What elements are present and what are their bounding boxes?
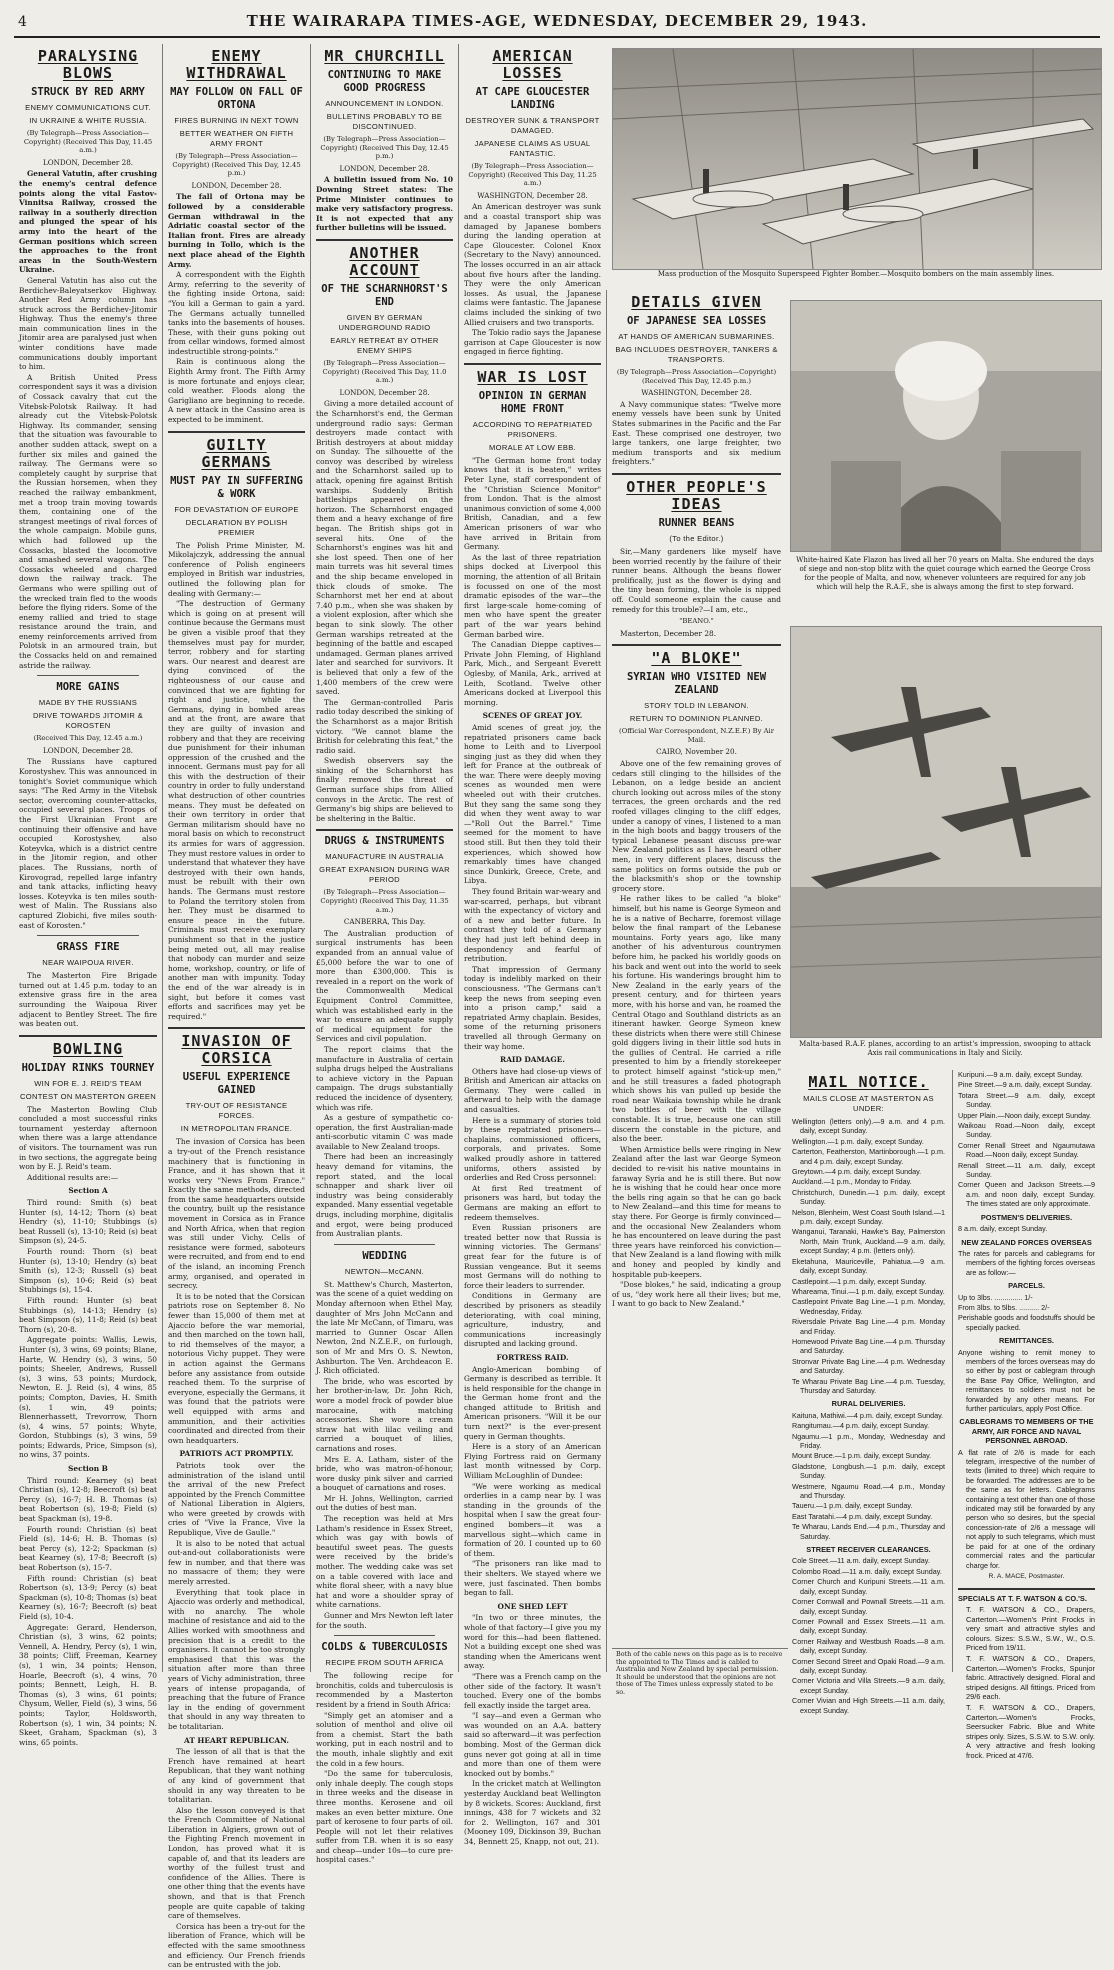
mail-item: Upper Plain.—Noon daily, except Sunday. [958, 1110, 1092, 1120]
subhead: BETTER WEATHER ON FIFTH ARMY FRONT [179, 129, 294, 148]
ads-heading: SPECIALS AT T. F. WATSON & CO.'S. [958, 1593, 1087, 1603]
paragraph: The following recipe for bronchitis, colds and tuberculosis is recommended by a Masterton resident by a friend in South Africa: [316, 1671, 453, 1709]
mail-item: Totara Street.—9 a.m. daily, except Sunday. [958, 1090, 1095, 1110]
mail-item: Eketahuna, Mauriceville, Pahiatua.—9 a.m. daily, except Sunday. [792, 1256, 945, 1276]
divider [19, 1035, 157, 1037]
subhead: OPINION IN GERMAN HOME FRONT [478, 389, 587, 415]
subhead: JAPANESE CLAIMS AS USUAL FANTASTIC. [474, 139, 591, 158]
subhead: IN UKRAINE & WHITE RUSSIA. [29, 116, 147, 125]
subhead: HOLIDAY RINKS TOURNEY [21, 1061, 155, 1074]
paragraph: "In two or three minutes, the whole of that factory—I give you my word for this—had been flattened. Not a building except one shed was standing when the Americans went away. [464, 1613, 601, 1671]
paragraph: A flat rate of 2/6 is made for each telegram, irrespective of the number of texts (limited to three) which require to be forwarded. The addresses are to be the same as for letters. Cablegrams containing a text other than one of those indicated may still be forwarded by any person who so desires, but the special concession-rate of 2/6 a message will not apply to such telegrams, which must be paid for at one of the ordinary commercial rates and the particular charge for. [958, 1447, 1095, 1570]
subhead: BAG INCLUDES DESTROYER, TANKERS & TRANSPORTS. [615, 345, 778, 364]
wire-credit: (By Telegraph—Press Association—Copyright) (Received This Day, 12.45 p.m.) [172, 152, 301, 178]
mail-item: Renall Street.—11 a.m. daily, except Sunday. [958, 1160, 1095, 1180]
subhead: DESTROYER SUNK & TRANSPORT DAMAGED. [465, 116, 600, 135]
mail-item: Nelson, Blenheim, West Coast South Island.—1 p.m. daily, except Sunday. [792, 1207, 945, 1227]
mail-item: Gladstone, Longbush.—1 p.m. daily, except Sunday. [792, 1461, 945, 1481]
headline-mail-notice: MAIL NOTICE. [808, 1073, 929, 1091]
parcel-rate: From 3lbs. to 5lbs. .......... 2/- [958, 1302, 1050, 1312]
section-heading: RAID DAMAGE. [500, 1055, 565, 1065]
paragraph: "Simply get an atomiser and a solution of menthol and olive oil from a chemist. Start the bath working, put in each nostril and to the mouth, inhale slightly and exit the cold in a few hours. [316, 1710, 453, 1768]
section-heading: SCENES OF GREAT JOY. [482, 711, 583, 721]
subhead: RUNNER BEANS [658, 516, 735, 529]
newspaper-title: THE WAIRARAPA TIMES-AGE, WEDNESDAY, DECEMBER 29, 1943. [246, 12, 868, 30]
section-heading: ONE SHED LEFT [497, 1601, 568, 1611]
paragraph: Everything that took place in Ajaccio was orderly and methodical, with no anarchy. The whole machine of resistance and aid to the Allies worked with smoothness and precision that is a credit to the organisers. It cannot be too strongly emphasised that this was the situation after more than three years of Vichy administration, three years of intense propaganda, of preaching that the future of France lay in the ending of government that should in any way threaten to be totalitarian. [168, 1587, 305, 1731]
paragraph: Gunner and Mrs Newton left later for the south. [316, 1611, 453, 1630]
paragraph: A Navy communique states: "Twelve more enemy vessels have been sunk by United States submarines in the Pacific and the Far East. These comprised one destroyer, two large tankers, one large freighter, two medium transports and six medium freighters." [612, 399, 781, 467]
letter-place-date: Masterton, December 28. [620, 628, 717, 638]
portrait-picture [791, 301, 1101, 551]
paragraph: It is to be noted that the Corsican patriots rose on September 8. No fewer than 15,000 of them met at Ajaccio before the war memorial, and then marched on the town hall, to rid themselves of the mayor, a notorious Vichy puppet. They were in action against the Germans before any assistance from outside reached them. To the surprise of everyone, especially the Germans, it was found that the patriots were well equipped with arms and ammunition, and their activities coordinated and directed from their own headquarters. [168, 1291, 305, 1445]
paragraph: Swedish observers say the sinking of the Scharnhorst has finally removed the threat of German surface ships from Allied convoys in the Arctic. The rest of Germany's big ships are believed to be sheltering in the Baltic. [316, 756, 453, 823]
headline-american-losses: AMERICAN LOSSES [492, 47, 573, 82]
mail-item: Waikoau Road.—Noon daily, except Sunday. [958, 1121, 1095, 1140]
mail-item: Corner Victoria and Villa Streets.—9 a.m. daily, except Sunday. [792, 1676, 945, 1695]
mail-item: Corner Church and Kuripuni Streets.—11 a.m. daily, except Sunday. [792, 1577, 945, 1596]
divider [316, 239, 453, 241]
dateline: LONDON, December 28. [339, 163, 430, 173]
subhead: STRUCK BY RED ARMY [31, 86, 145, 98]
paragraph: Amid scenes of great joy, the repatriated prisoners came back home to Leith and to Liverpool singing just as they did when they left for France at the outbreak of the war. There were deeply moving scenes as wounded men were wheeled out with their crutches. But they sang the same song they did when they went away to war—"Roll Out the Barrel." Time seemed for the moment to have stood still. But then they told their experiences, which showed how remarkably times have changed since Dunkirk, Greece, Crete, and Libya. [464, 722, 601, 886]
divider [168, 431, 305, 433]
divider [958, 1588, 1095, 1590]
mail-item: Riversdale Private Bag Line.—4 p.m. Monday and Friday. [792, 1317, 945, 1336]
divider [316, 829, 453, 831]
subhead: CONTINUING TO MAKE GOOD PROGRESS [327, 69, 442, 94]
paragraph: Conditions in Germany are described by prisoners as steadily deteriorating, with coal mining, agriculture, industry, and communications increasingly disrupted and lacking ground. [464, 1291, 601, 1349]
subhead: MAILS CLOSE AT MASTERTON AS UNDER: [803, 1094, 934, 1113]
paragraph: Above one of the few remaining groves of cedars still clinging to the hillsides of the Lebanon, on a ledge beside an ancient church looking out across miles of the stony terraces, the green orchards and the red roofed villages clinging to the cliff edges, under a canopy of vines, I listened to a man in the high boots and baggy trousers of the typical Lebanese peasant discuss pre-war New Zealand politics as I have heard other men, in very different places, discuss the same politics on forms outside the pub or the blacksmith's shop or the township grocery store. [612, 759, 781, 893]
paragraph: It is also to be noted that actual out-and-out collaborationists were few in number, and that there was no massacre of them; they were merely arrested. [168, 1538, 305, 1587]
headline-a-bloke: "A BLOKE" [651, 649, 742, 668]
mail-item: Cole Street.—11 a.m. daily, except Sunday. [792, 1556, 930, 1566]
paragraph: As the last of three repatriation ships docked at Liverpool this morning, the attention of all Britain is focussed on one of the most dramatic episodes of the war—the first large-scale home-coming of men who have spent the greater part of the war years behind German barbed wire. [464, 552, 601, 639]
mosquito-bomber-photo [612, 48, 1102, 270]
subhead: GIVEN BY GERMAN UNDERGROUND RADIO [338, 312, 431, 332]
subhead: EARLY RETREAT BY OTHER ENEMY SHIPS [330, 335, 439, 355]
headline-guilty-germans: GUILTY GERMANS [201, 435, 272, 471]
mail-notice-left [790, 1070, 950, 1715]
paragraph: There had been an increasingly heavy demand for vitamins, the report stated, and the local schnapper and shark liver oil industry was being considerably expanded. Many essential vegetable drugs, including morphine, digitalis and ergot, were being produced from Australian plants. [316, 1152, 453, 1239]
headline-invasion-of-corsica: INVASION OF CORSICA [181, 1032, 292, 1068]
paragraph: Aggregate: Gerard, Henderson, Christian (s), 3 wins, 62 points; Vennell, A. Hendry, Percy (s), 1 win, 38 points; Cliff, Freeman, Kearney (s), 1 win, 34 points; Henson, Hoarle, Beecroft (s), 4 wins, 70 points; Bennett, Leigh, H. B. Thomas (s), 3 wins, 61 points; Chysum, Weller, Field (s), 3 wins, 56 points; Taylor, Holdsworth, Robertson (s), 1 win, 34 points; N. Skeet, Graham, Spackman (s), 3 wins, 65 points. [19, 1622, 157, 1747]
subhead: NEAR WAIPOUA RIVER. [42, 958, 134, 968]
letter-signoff: "BEANO." [679, 617, 714, 626]
paragraph: "Dose blokes," he said, indicating a group of us, "dey work here all their lives; but me, I want to go back to New Zealand." [612, 1280, 781, 1309]
paragraph: Fourth round: Thorn (s) beat Hunter (s), 13-10; Hendry (s) beat Smith (s), 12-3; Russell (s) beat Simpson (s), 10-6; Reid (s) beat Stubbings (s), 15-4. [19, 1247, 157, 1295]
wire-credit: (Official War Correspondent, N.Z.E.F.) By Air Mail. [619, 727, 774, 744]
subhead: FOR DEVASTATION OF EUROPE [174, 504, 299, 514]
mail-item: Wellington.—1 p.m. daily, except Sunday. [792, 1136, 924, 1146]
section-heading: Section B [68, 1464, 108, 1474]
paragraph: A bulletin issued from No. 10 Downing Street states: The Prime Minister continues to make very satisfactory progress. It is not expected that any further bulletins will be issued. [316, 175, 453, 233]
headline-another-account: ANOTHER ACCOUNT [349, 243, 420, 279]
column-5 [606, 290, 786, 1672]
mail-item: Te Wharau, Lands End.—4 p.m., Thursday and Saturday. [792, 1522, 945, 1541]
paragraph: That impression of Germany today is indelibly marked on their consciousness. "The Germans can't keep the news from seeping even into a prison camp," said a repatriated Army chaplain. Besides, some of the returning prisoners travelled all through Germany on their way home. [464, 964, 601, 1051]
subhead: USEFUL EXPERIENCE GAINED [182, 1071, 291, 1097]
mail-item: Corner Renall Street and Ngaumutawa Road.—Noon daily, except Sunday. [958, 1140, 1095, 1160]
mail-item: Corner Cornwall and Pownall Streets.—11 a.m. daily, except Sunday. [792, 1597, 945, 1616]
paragraph: The report claims that the manufacture in Australia of certain sulpha drugs helped the Australians to achieve victory in the Papuan campaign. The drugs substantially reduced the incidence of dysentery, which was rife. [316, 1044, 453, 1112]
wire-credit: (By Telegraph—Press Association—Copyright) (Received This Day, 11.0 a.m.) [322, 358, 447, 385]
paragraph: The Tokio radio says the Japanese garrison at Cape Gloucester is now engaged in fierce fighting. [464, 328, 601, 357]
subhead: AT CAPE GLOUCESTER LANDING [475, 86, 590, 111]
paragraph: "The destruction of Germany which is going on at present will continue because the Germans must be given a visible proof that they themselves must pay for murder, terror, robbery and for starting wars. Our nearest and dearest are dying convinced of the righteousness of our cause and convinced that we are fighting for right and justice, while the Germans, dying in bombed areas and at the front, are aware that they are guilty of invasion and robbery and that they are receiving due punishment for their inhuman oppression of the crushed and the innocent. Germans must pay for all this with the destruction of their country in order to fully understand what destruction of other countries means. They must be defeated on their own territory in order that German militarism should have no moral basis on which to reconstruct its armies for wars of aggression. They must restore values in order to understand that whatever they have destroyed with their own hands, must be rebuilt with their own hands. The Germans must restore to Poland the territory stolen from her. They must be disarmed to ensure peace in the future. Criminals must receive exemplary punishment so that in the justice being meted out, all may realise that nobody can murder and seize home, workshop, country, or life of another man with impunity. Today the end of the war already is in sight, but before it comes vast efforts and sacrifices may yet be required." [168, 599, 305, 1021]
mail-item: Pine Street.—9 a.m. daily, except Sunday. [958, 1080, 1092, 1090]
mail-item: Wanganui, Taranaki, Hawke's Bay, Palmerston North, Main Trunk, Auckland.—9 a.m. daily, except Sunday; 4 p.m. (letters only). [792, 1227, 945, 1256]
mail-item: East Taratahi.—4 p.m. daily, except Sunday. [792, 1511, 933, 1521]
mail-item: Christchurch, Dunedin.—1 p.m. daily, except Sunday. [792, 1187, 945, 1207]
headline-paralysing-blows: PARALYSING BLOWS [37, 47, 139, 82]
paragraph: The Canadian Dieppe captives—Private John Fleming, of Highland Park, Mich., and Sergeant Everett Oglesby, of Manila, Ark., arrived at Leith, Scotland. Twelve other Americans docked at Liverpool this morning. [464, 640, 601, 707]
mail-item: Homewood Private Bag Line.—4 p.m. Thursday and Saturday. [792, 1336, 945, 1356]
paragraph: Here is a summary of stories told by these repatriated prisoners—chaplains, commissioned officers, corporals, and privates. Some walked proudly ashore in tattered uniforms, others assisted by orderlies and Red Cross personnel: [464, 1115, 601, 1183]
mail-item: Corner Pownall and Essex Streets.—11 a.m. daily, except Sunday. [792, 1616, 945, 1636]
mail-item: Te Wharau Private Bag Line.—4 p.m. Tuesday, Thursday and Saturday. [792, 1376, 945, 1395]
subhead: OF THE SCHARNHORST'S END [321, 282, 448, 308]
advertisement: T. F. WATSON & CO., Drapers, Carterton.—Women's Frocks, Seersucker Fabric. Blue and White stripes only. Sizes, S.S.W. to S.W. only. A very attractive and fresh looking frock. Priced at 47/6. [966, 1703, 1095, 1760]
paragraph: He rather likes to be called "a bloke" himself, but his name is George Symeon and he is a native of Becharre, foremost village below the final rampart of the Lebanese mountains. Forty years ago, like many another of his adventurous countrymen before him, he packed his worldly goods on his back and went out into the world to seek his fortune. His wanderings brought him to New Zealand in the early years of the present century, and for thirteen years more, with his horse and van, he roamed the Central Otago and Southland districts as an itinerant hawker. George Symeon knew these districts when there were still Chinese gold diggers living in their little sod huts in the gullies of Central. He carried a rifle presented to him by a friendly storekeeper to protect himself against "stick-up men," and he still treasures a faded photograph which shows his van pulled up beside the road near Waikaia township while he drank two bottles of beer with the village constable. It is true, because one can still discern the constable in the picture, and also the beer. [612, 894, 781, 1144]
raf-planes-photo [790, 626, 1102, 1038]
paragraph: Patriots took over the administration of the island until the arrival of the new Prefect appointed by the French Committee of National Liberation in Algiers, who were greeted by crowds with cries of "Vive la France, Vive la Republique, Vive de Gaulle." [168, 1460, 305, 1538]
divider [334, 1635, 435, 1636]
headline-drugs-instruments: DRUGS & INSTRUMENTS [324, 835, 445, 848]
subhead: ANNOUNCEMENT IN LONDON. [325, 99, 444, 108]
section-heading: POSTMEN'S DELIVERIES. [980, 1212, 1073, 1222]
mail-item: Corner Railway and Westbush Roads.—8 a.m. daily, except Sunday. [792, 1636, 945, 1656]
section-heading: AT HEART REPUBLICAN. [184, 1735, 289, 1745]
paragraph: The lesson of all that is that the French have remained at heart Republican, that they want nothing of any kind of government that should in any way threaten to be totalitarian. [168, 1747, 305, 1805]
mail-item: Westmere, Ngaumu Road.—4 p.m., Monday and Thursday. [792, 1481, 945, 1501]
paragraph: General Vatutin has also cut the Berdichev-Baleyatserkov Highway. Another Red Army column has struck across the Berdichev-Jitomir Highway. Thus the enemy's three main communication lines in the Jitomir area are paralysed just when winter conditions have made communications doubly important to him. [19, 275, 157, 372]
mail-item: Castlepoint Private Bag Line.—1 p.m. Monday, Wednesday, Friday. [792, 1297, 945, 1316]
wire-credit: (By Telegraph—Press Association—Copyright) (Received This Day, 11.45 a.m.) [23, 129, 153, 155]
paragraph: When Armistice bells were ringing in New Zealand after the last war George Symeon decided to re-visit his native mountains in faraway Syria and he is still there. But now he is wishing that he could hear once more the bells ring again so that he can go back to New Zealand—and this time for means to stay there. For George is firmly convinced—and the occasional New Zealanders whom he has encountered on leave during the past three years have reinforced his conviction—that New Zealand is a land flowing with milk and honey and peopled by kindly and hospitable pub-keepers. [612, 1144, 781, 1279]
paragraph: The Polish Prime Minister, M. Mikolajczyk, addressing the annual conference of Polish engineers employed in British war industries, outlined the following plan for dealing with Germany:— [168, 540, 305, 598]
subhead: ENEMY COMMUNICATIONS CUT. [25, 103, 151, 112]
paragraph: Mrs E. A. Latham, sister of the bride, who was matron-of-honour, wore dusky pink silver and carried a bouquet of carnations and roses. [316, 1454, 453, 1493]
paragraph: The German-controlled Paris radio today described the sinking of the Scharnhorst as a major British victory. "We cannot blame the British for celebrating this feat," the radio said. [316, 697, 453, 755]
headline-details-given: DETAILS GIVEN [631, 293, 762, 311]
subhead: OF JAPANESE SEA LOSSES [626, 315, 767, 327]
mail-item: Wellington (letters only).—9 a.m. and 4 p.m. daily, except Sunday. [792, 1117, 945, 1136]
subhead: MUST PAY IN SUFFERING & WORK [170, 474, 303, 500]
mail-item: Corner Second Street and Opaki Road.—9 a.m. daily, except Sunday. [792, 1656, 945, 1675]
subhead: MADE BY THE RUSSIANS [38, 698, 138, 708]
page-number: 4 [18, 14, 27, 30]
mail-item: Auckland.—1 p.m., Monday to Friday. [792, 1177, 912, 1187]
paragraph: Anglo-American bombing of Germany is described as terrible. It is held responsible for the change in the German home front and the changed attitude to British and American prisoners. "Will it be our turn next?" is the ever-present query in German thoughts. [464, 1364, 601, 1441]
subhead: DRIVE TOWARDS JITOMIR & KOROSTEN [33, 711, 143, 731]
section-heading: REMITTANCES. [999, 1336, 1054, 1346]
aircraft-picture [791, 627, 1101, 1037]
mail-item: Kaituna, Mathiwi.—4 p.m. daily, except Sunday. [792, 1410, 944, 1420]
section-heading: Section A [68, 1186, 108, 1196]
divider [612, 644, 781, 646]
paragraph: The reception was held at Mrs Latham's residence in Essex Street, which was gay with bowls of beautiful sweet peas. The guests were received by the bride's mother. The wedding cake was set on a table covered with lace and white floral sheer, with a navy blue hat and wore a shoulder spray of white carnations. [316, 1514, 453, 1610]
paragraph: At first Red treatment of prisoners was hard, but today the Germans are making an effort to redeem themselves. [464, 1183, 601, 1222]
mail-item: Whareama, Tinui.—1 p.m. daily, except Sunday. [792, 1286, 945, 1296]
paragraph: "There was a French camp on the other side of the factory. It wasn't touched. Every one of the bombs fell exactly inside the target area. [464, 1671, 601, 1710]
wire-credit: (By Telegraph—Press Association—Copyright) (Received This Day, 11.35 a.m.) [320, 888, 449, 914]
paragraph: "The prisoners ran like mad to their shelters. We stayed where we were, just fascinated. Then bombs began to fall. [464, 1559, 601, 1598]
paragraph: Third round: Kearney (s) beat Christian (s), 12-8; Beecroft (s) beat Percy (s), 16-7; H. B. Thomas (s) beat Robertson (s), 19-8; Field (s) beat Spackman (s), 19-8. [19, 1475, 157, 1524]
paragraph: Fourth round: Christian (s) beat Field (s), 14-6; H. B. Thomas (s) beat Percy (s), 12-2; Spackman (s) beat Kearney (s), 17-8; Beecroft (s) beat Robertson (s), 15-7. [19, 1524, 157, 1572]
paragraph: The Masterton Fire Brigade turned out at 1.45 p.m. today to an extensive grass fire in the area surrounding the Waipoua River adjacent to Bentley Street. The fire was beaten out. [19, 971, 157, 1029]
mail-item: Castlepoint.—1 p.m. daily, except Sunday. [792, 1276, 927, 1286]
paragraph: A correspondent with the Eighth Army, referring to the severity of the fighting inside Ortona, said: "You kill a German to gain a yard. The Germans actually tunnelled tanks into the basements of houses. These, with their guns poking out from cellar windows, formed almost indestructible strong-points." [168, 270, 305, 356]
subhead: RECIPE FROM SOUTH AFRICA [325, 1658, 444, 1668]
parcel-rate: Up to 3lbs. .............. 1/- [958, 1292, 1033, 1302]
subhead: FIRES BURNING IN NEXT TOWN [174, 116, 299, 125]
wire-credit: (By Telegraph—Press Association—Copyright) (Received This Day, 12.45 p.m.) [320, 135, 449, 161]
headline-mr-churchill: MR CHURCHILL [324, 47, 445, 65]
subhead: TRY-OUT OF RESISTANCE FORCES. [185, 1101, 288, 1121]
mail-item: Ngaumu.—1 p.m., Monday, Wednesday and Friday. [792, 1431, 945, 1450]
paragraph: Anyone wishing to remit money to members of the forces overseas may do so either by post or cablegram through the Base Pay Office, Wellington, and remittances to soldiers must not be forwarded by any other means. For further particulars, apply Post Office. [958, 1347, 1095, 1413]
paragraph: General Vatutin, after crushing the enemy's central defence points along the vital Fastov-Vinnitsa Railway, crossed the railway in a southerly direction and plunged the spear of his army into the heart of the German positions which screen the approaches to the front areas in the South-Western Ukraine. [19, 169, 157, 275]
kate-flazon-photo [790, 300, 1102, 552]
paragraph: The invasion of Corsica has been a try-out of the French resistance machinery that is functioning in France, and it has shown that it works very "News From France." Exactly the same methods, directed from the same headquarters outside the country, built up the resistance movement in Corsica as in France and North Africa, when that region was still under Vichy. Cells of resistance were formed, saboteurs were recruited, and from end to end of the island, an incoming French army, organised, and operated in secrecy. [168, 1137, 305, 1291]
dateline: CANBERRA, This Day. [343, 917, 426, 927]
column-1 [14, 44, 162, 1747]
advertisement: T. F. WATSON & CO., Drapers, Carterton.—Women's Frocks, Spunjor fabric. Attractively designed. Floral and striped designs. All fittings. Priced from 29/6 each. [966, 1654, 1095, 1702]
dateline: LONDON, December 28. [42, 157, 134, 167]
paragraph: As a gesture of sympathetic co-operation, the first Australian-made anti-scorbutic vitamin C was made available to New Zealand troops. [316, 1113, 453, 1151]
paragraph: "We were working as medical orderlies in a camp near by. I was standing in the grounds of the hospital when I saw the great four-engined bombers—it was a marvellous sight—which came in formation of 20. I counted up to 60 of them. [464, 1481, 601, 1558]
paragraph: Aggregate points: Wallis, Lewis, Hunter (s), 3 wins, 69 points; Blane, Harte, W. Hendry (s), 3 wins, 50 points; Sheeler, Andrews, Russell (s), 3 wins, 53 points; Murdock, Newton, E. J. Reid (s), 4 wins, 85 points; Compton, Davies, H. Smith (s), 1 win, 49 points; Blennerhassett, Trevorrow, Thorn (s), 4 wins, 57 points; Whyte, Gordon, Stubbings (s), 3 wins, 59 points; Edwards, Price, Simpson (s), no wins, 37 points. [19, 1335, 157, 1460]
subhead: MORALE AT LOW EBB. [489, 442, 576, 452]
advertisement: T. F. WATSON & CO., Drapers, Carterton.—Women's Print Frocks in very smart and attractive styles and colours. Sizes: S.S.W., S.W., W., O.S. Priced from 19/11. [966, 1605, 1095, 1653]
postmaster-signoff: R. A. MACE, Postmaster. [988, 1572, 1065, 1580]
dateline: LONDON, December 28. [339, 387, 430, 397]
dateline: LONDON, December 28. [191, 180, 282, 190]
paragraph: Rain is continuous along the Eighth Army front. The Fifth Army is more fortunate and enjoys clear, cold weather. Floods along the Garigliano are beginning to recede. A new attack in the Cassino area is expected to be imminent. [168, 357, 305, 425]
subhead: MAY FOLLOW ON FALL OF ORTONA [170, 86, 303, 111]
paragraph: Giving a more detailed account of the Scharnhorst's end, the German underground radio says: German destroyers made contact with British destroyers at about midday on Sunday. The silhouette of the convoy was described by wireless and the Scharnhorst sailed up to attack, opening fire against British warships. Suddenly British battleships appeared on the horizon. The Scharnhorst engaged them and a heavy exchange of fire began. The British ships got in several hits. One of the Scharnhorst's engines was hit and she lost speed. Then one of her main turrets was hit several times and the ship became enveloped in thick clouds of smoke. The Scharnhorst met her end at about 7.40 p.m., when she was shaken by a violent explosion, after which she began to sink slowly. The other German warships retreated at the beginning of the battle and escaped undamaged. German planes arrived later and searched for survivors. It is believed that only a few of the 1,400 members of the crew were saved. [316, 399, 453, 697]
subhead: RETURN TO DOMINION PLANNED. [629, 714, 764, 724]
divider [37, 935, 139, 936]
column-2 [162, 44, 310, 1970]
paragraph: Even Russian prisoners are treated better now that Russia is winning victories. The Germans' great fear for the future is of Russian vengeance. But it seems most Germans will do nothing to force their leaders to surrender. [464, 1223, 601, 1290]
dateline: WASHINGTON, December 28. [641, 388, 752, 398]
subhead: IN METROPOLITAN FRANCE. [180, 1124, 293, 1134]
mail-item: Rangitumau.—4 p.m. daily, except Sunday. [792, 1421, 930, 1431]
paragraph: "The German home front today knows that it is beaten," writes Peter Lyne, staff correspondent of the "Christian Science Monitor" from London. That is the almost unanimous conviction of some 4,000 British, Canadian, and a few American prisoners of war who have arrived in Britain from Germany. [464, 455, 601, 552]
mail-item: Stronvar Private Bag Line.—4 p.m. Wednesday and Saturday. [792, 1356, 945, 1376]
subhead: DECLARATION BY POLISH PREMIER [185, 517, 288, 537]
mail-item: Corner Vivian and High Streets.—11 a.m. daily, except Sunday. [792, 1696, 945, 1715]
mail-notice-right [952, 1070, 1100, 1760]
mail-item: Taueru.—1 p.m. daily, except Sunday. [792, 1501, 913, 1511]
paragraph: Corsica has been a try-out for the liberation of France, which will be effected with the same smoothness and efficiency. Our French friends can be entrusted with the job. [168, 1921, 305, 1970]
mail-item: Corner Queen and Jackson Streets.—9 a.m. and noon daily, except Sunday. The times stated are only approximate. [958, 1180, 1095, 1209]
section-heading: FORTRESS RAID. [496, 1352, 569, 1362]
paragraph: 8 a.m. daily, except Sunday. [958, 1224, 1048, 1234]
subhead: (To the Editor.) [669, 533, 724, 543]
dateline: WASHINGTON, December 28. [477, 190, 588, 200]
paragraph: Here is a story of an American Flying Fortress raid on Germany last month witnessed by Corp. William McLoughlin of Dundee: [464, 1442, 601, 1481]
subhead: ACCORDING TO REPATRIATED PRISONERS. [472, 419, 593, 439]
section-heading: NEW ZEALAND FORCES OVERSEAS [961, 1237, 1092, 1247]
paragraph: Third round: Smith (s) beat Hunter (s), 14-12; Thorn (s) beat Hendry (s), 11-10; Stubbings (s) beat Russell (s), 13-10; Reid (s) beat Simpson (s), 24-5. [19, 1198, 157, 1246]
paragraph: The rates for parcels and cablegrams for members of the fighting forces overseas are as follow:— [958, 1248, 1095, 1277]
headline-grass-fire: GRASS FIRE [56, 941, 120, 954]
headline-wedding: WEDDING [362, 1249, 407, 1262]
wire-credit: (Received This Day, 12.45 a.m.) [33, 734, 143, 743]
divider [612, 473, 781, 475]
paragraph: Also the lesson conveyed is that the French Committee of National Liberation in Algiers, grown out of the Fighting French movement in London, has proved what it is capable of, and that its leaders are worthy of the fullest trust and confidence of the Allies. There is one other thing that the events have shown, and that is that French people are quite capable of taking care of themselves. [168, 1805, 305, 1921]
subhead: SYRIAN WHO VISITED NEW ZEALAND [626, 671, 767, 697]
mail-item: Carterton, Featherston, Martinborough.—1 p.m. and 4 p.m. daily, except Sunday. [792, 1147, 945, 1166]
paragraph: The Australian production of surgical instruments has been expanded from an annual value of £5,000 before the war to one of more than £300,000. This is revealed in a report on the work of the Commonwealth Medical Equipment Control Committee, which was established early in the war to ensure an adequate supply of medical equipment for the Services and civil population. [316, 928, 453, 1044]
photo-caption: Mass production of the Mosquito Superspeed Fighter Bomber.—Mosquito bombers on the main assembly lines. [657, 270, 1055, 278]
column-4 [458, 44, 606, 1846]
dateline: LONDON, December 28. [42, 745, 134, 755]
divider [464, 363, 601, 365]
paragraph: The Russians have captured Korostyshev. This was announced in tonight's Soviet communique which says: "The Red Army in the Vitebsk sector, overcoming counter-attacks, occupied several places. Troops of the First Ukrainian Front are continuing their offensive and have occupied Korostyshev, also Koteyvka, which is a district centre in the Jitomir region, and other places. The Russians, north of Kirovograd, repelled large infantry and tank attacks, inflicting heavy losses. Koteyvka is ten miles south-west of Malin. The Russians also captured Zlobichi, five miles south-east of Korosten." [19, 757, 157, 930]
headline-war-is-lost: WAR IS LOST [477, 367, 588, 386]
paragraph: The fall of Ortona may be followed by a considerable German withdrawal in the Adriatic coastal sector of the Italian front. Fires are already burning in Tollo, which is the next place ahead of the Eighth Army. [168, 192, 305, 269]
paragraph: A British United Press correspondent says it was a division of Cossack cavalry that cut the Vitebsk-Polotsk Railway. It had already cut the Vitebsk-Polotsk Highway. Its commander, sensing that the situation was favourable to another sudden attack, swept on a further six miles and gained the railway. The Germans were so completely caught by surprise that the Russian horsemen, when they reached the railway embankment, met a troop train moving towards them, containing one of the strangest meetings of rival forces of the whole campaign. Mobile guns, which had followed up the Cossacks, blasted the locomotive and smashed several wagons. The Cossacks wheeled and charged down the railway track. The Germans who were spilling out of the wrecked train fled to the woods before the flying riders. Some of the enemy rallied and tried to stage resistance around the train, and enemy reinforcements arrived from Polotsk in an armoured train, but the Cossacks held on and remained astride the railway. [19, 372, 157, 670]
wire-credit: (By Telegraph—Press Association—Copyright) (Received This Day, 12.45 p.m.) [616, 368, 777, 385]
dateline: CAIRO, November 20. [656, 747, 737, 757]
paragraph: An American destroyer was sunk and a coastal transport ship was damaged by Japanese bombers during the landing operation at Cape Gloucester. Colonel Knox (Secretary to the Navy) announced. The losses occurred in an air attack about five hours after the landing. They were the only American losses. As usual, the Japanese claims were fantastic. The Japanese claims included the sinking of two Allied cruisers and two transports. [464, 202, 601, 327]
subhead: MANUFACTURE IN AUSTRALIA [325, 852, 444, 862]
section-heading: PATRIOTS ACT PROMPTLY. [179, 1449, 294, 1459]
paragraph: The bride, who was escorted by her brother-in-law, Dr. John Rich, wore a model frock of powder blue marocaine, with matching accessories. She wore a cream straw hat with lilac veiling and carried a bouquet of lilies, carnations and roses. [316, 1376, 453, 1453]
photo-caption: White-haired Kate Flazon has lived all her 70 years on Malta. She endured the days of siege and non-stop blitz with the quiet courage which earned the George Cross for the people of Malta, and now, whenever volunteers are required for any job which will help the R.A.F., she is always among the first to step forward. [796, 556, 1094, 591]
subhead: GREAT EXPANSION DURING WAR PERIOD [319, 865, 450, 885]
headline-more-gains: MORE GAINS [56, 681, 120, 694]
subhead: NEWTON—McCANN. [344, 1266, 425, 1276]
section-heading: CABLEGRAMS TO MEMBERS OF THE ARMY, AIR FORCE AND NAVAL PERSONNEL ABROAD. [959, 1417, 1094, 1446]
footnote: Both of the cable news on this page as is to receive the appointed to The Times and is cabled to Australia and New Zealand by special permission. It should be understood that the opinions are not those of The Times unless expressly stated to be so. [612, 1648, 788, 1697]
section-heading: RURAL DELIVERIES. [831, 1399, 906, 1409]
headline-enemy-withdrawal: ENEMY WITHDRAWAL [186, 47, 287, 82]
headline-colds-tuberculosis: COLDS & TUBERCULOSIS [321, 1641, 448, 1654]
factory-picture [613, 49, 1101, 269]
paragraph: They found Britain war-weary and war-scarred, perhaps, but vibrant with the expectancy of victory and of a new and better future. In contrast they told of a Germany they had just left behind deep in despondency and fearful of retribution. [464, 887, 601, 964]
column-3 [310, 44, 458, 1865]
divider [334, 1244, 435, 1245]
paragraph: Mr H. Johns, Wellington, carried out the duties of best man. [316, 1493, 453, 1513]
paragraph: "Do the same for tuberculosis, only inhale deeply. The cough stops in three weeks and the disease in three months. Kerosene and oil makes an even better mixture. One part of kerosene to four parts of oil. People will not let their relatives suffer from T.B. when it is so easy and cheap—under 10s—to cure pre-hospital cases." [316, 1769, 453, 1865]
paragraph: Sir,—Many gardeners like myself have been worried recently by the failure of their runner beans. Although the beans flower prolifically, just as the flower is dying and the tiny bean forming, the whole is nipped off. Could someone explain the cause and remedy for this trouble?—I am, etc., [612, 546, 781, 614]
headline-other-peoples-ideas: OTHER PEOPLE'S IDEAS [626, 477, 767, 513]
paragraph: Fifth round: Hunter (s) beat Stubbings (s), 14-13; Hendry (s) beat Simpson (s), 11-8; Reid (s) beat Thorn (s), 20-8. [19, 1295, 157, 1334]
subhead: CONTEST ON MASTERTON GREEN [19, 1091, 157, 1101]
subhead: AT HANDS OF AMERICAN SUBMARINES. [618, 332, 775, 341]
divider [37, 675, 139, 676]
paragraph: The Masterton Bowling Club concluded a most successful rinks tournament yesterday afternoon when there was a large attendance of visitors. The tournament was run in two sections, the aggregate being won by E. J. Reid's team. [19, 1104, 157, 1172]
headline-bowling: BOWLING [52, 1039, 124, 1058]
paragraph: In the cricket match at Wellington yesterday Auckland beat Wellington by 8 wickets. Scores: Auckland, first innings, 438 for 7 wickets and 32 for 2. Wellington, 167 and 301 (Mooney 109, Dickinson 39, Buchan 34, Bennett 25, Knapp, not out, 21). [464, 1779, 601, 1846]
mail-item: Mount Bruce.—1 p.m. daily, except Sunday. [792, 1451, 932, 1461]
paragraph: St. Matthew's Church, Masterton, was the scene of a quiet wedding on Monday afternoon when Ethel May, daughter of Mrs John McCann and the late Mr McCann, of Timaru, was married to Gunner Oscar Allen Newton, 2nd N.Z.E.F., on furlough, son of Mr and Mrs O. S. Newton, Ashburton. The Ven. Archdeacon E. J. Rich officiated. [316, 1279, 453, 1376]
subhead: STORY TOLD IN LEBANON. [644, 701, 749, 711]
paragraph: Additional results are:— [27, 1172, 118, 1182]
mail-item: Greytown.—4 p.m. daily, except Sunday. [792, 1167, 922, 1177]
paragraph: Others have had close-up views of British and American air attacks on Germany. They were called in afterward to help with the damage and casualties. [464, 1066, 601, 1115]
subhead: WIN FOR E. J. REID'S TEAM [34, 1078, 142, 1088]
section-heading: PARCELS. [1008, 1281, 1045, 1291]
paragraph: "I say—and even a German who was wounded on an A.A. battery said so afterward—it was perfection bombing. Most of the German dick guns never got going at all in time and more than one of them were knocked out by bombs." [464, 1711, 601, 1778]
wire-credit: (By Telegraph—Press Association—Copyright) (Received This Day, 11.25 a.m.) [468, 162, 597, 188]
mail-item: Colombo Road.—11 a.m. daily, except Sunday. [792, 1566, 942, 1576]
section-heading: STREET RECEIVER CLEARANCES. [806, 1545, 931, 1555]
divider [168, 1027, 305, 1029]
mail-item: Kuripuni.—9 a.m. daily, except Sunday. [958, 1070, 1083, 1079]
subhead: BULLETINS PROBABLY TO BE DISCONTINUED. [326, 112, 443, 131]
parcel-rate: Perishable goods and foodstuffs should be specially packed. [958, 1313, 1095, 1332]
photo-caption: Malta-based R.A.F. planes, according to an artist's impression, swooping to attack Axis rail communications in Italy and Sicily. [799, 1040, 1091, 1057]
paragraph: Fifth round: Christian (s) beat Robertson (s), 13-9; Percy (s) beat Spackman (s), 10-8; Thomas (s) beat Kearney (s), 16-7; Beecroft (s) beat Field (s), 10-4. [19, 1573, 157, 1621]
masthead [14, 8, 1100, 38]
